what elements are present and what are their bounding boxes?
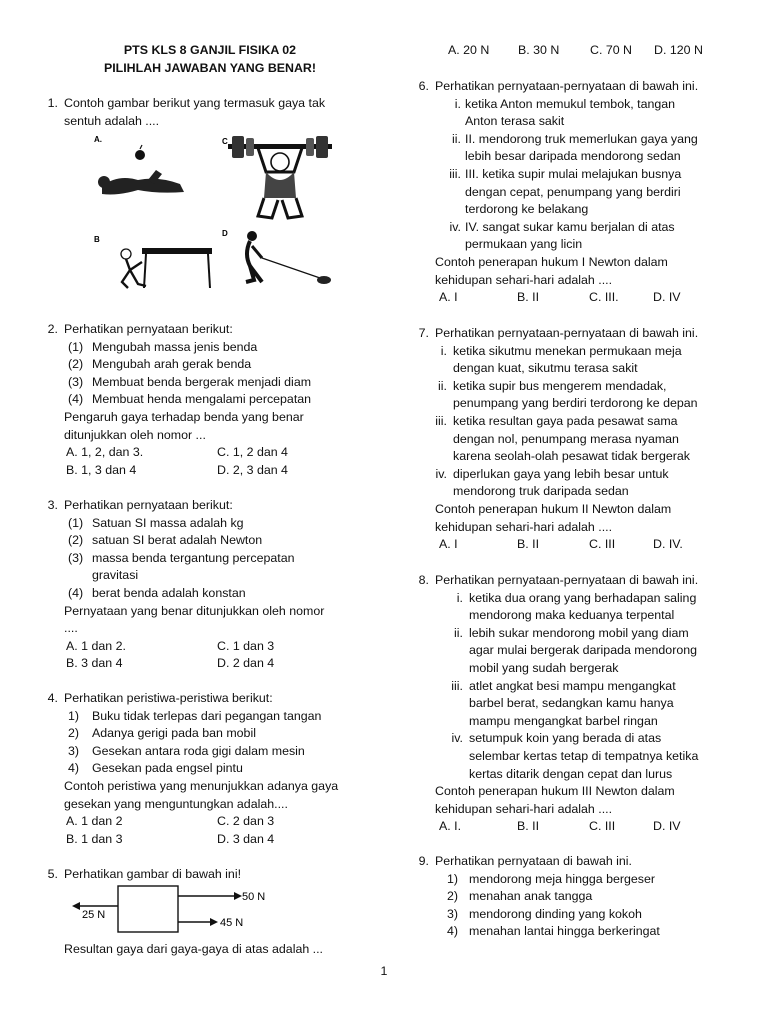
option-a[interactable]: A. I [439, 290, 458, 305]
answer-options [448, 42, 748, 60]
title-line-2: PILIHLAH JAWABAN YANG BENAR! [103, 60, 317, 75]
statement-item: 4) menahan lantai hingga berkeringat [447, 924, 660, 939]
question-number: 1. [47, 96, 58, 110]
question-number: 4. [47, 691, 58, 705]
option-b[interactable]: B. II [517, 290, 540, 305]
force-diagram [70, 884, 300, 936]
option-a[interactable]: A. I [439, 537, 458, 552]
statement-item-cont: agar mulai bergerak daripada mendorong [469, 643, 697, 658]
answer-options [64, 813, 364, 831]
figure-label-b: B [94, 235, 100, 244]
question-text: kehidupan sehari-hari adalah .... [435, 519, 613, 534]
arrowhead-left-icon [72, 902, 80, 910]
title-line-1: PTS KLS 8 GANJIL FISIKA 02 [123, 43, 297, 57]
statement-item-cont: mendorong truk daripada sedan [453, 484, 629, 499]
option-c[interactable]: C. III. [589, 290, 619, 305]
question-number: 5. [47, 867, 58, 881]
question-number: 9. [418, 854, 429, 868]
question-text: Perhatikan gambar di bawah ini! [64, 867, 242, 881]
forces-illustration [88, 130, 340, 292]
statement-item-cont: terdorong ke belakang [465, 202, 589, 217]
option-b[interactable]: B. 1, 3 dan 4 [66, 462, 137, 477]
statement-item: i. ketika Anton memukul tembok, tangan [454, 96, 676, 111]
question-text: Pengaruh gaya terhadap benda yang benar [64, 409, 304, 424]
statement-item-cont: karena seolah-olah pesawat tidak bergerak [453, 449, 690, 464]
statement-item: 1) Buku tidak terlepas dari pegangan tangan [68, 708, 322, 723]
statement-item-cont: lebih besar daripada mendorong sedan [465, 149, 681, 164]
question-text: Perhatikan pernyataan-pernyataan di bawah ini. [435, 573, 699, 587]
document-title [60, 42, 360, 77]
pushing-table-figure [121, 248, 212, 288]
option-c[interactable]: C. 1 dan 3 [217, 638, 275, 653]
figure-label-a: A. [94, 135, 102, 144]
question-number: 3. [47, 498, 58, 512]
statement-item-cont: dengan cepat, penumpang yang berdiri [465, 184, 681, 199]
statement-item: (3) Membuat benda bergerak menjadi diam [68, 374, 312, 389]
statement-item: iii. atlet angkat besi mampu mengangkat [451, 678, 676, 693]
option-d[interactable]: D. IV [653, 819, 681, 834]
statement-item: ii. lebih sukar mendorong mobil yang diam [454, 625, 689, 640]
answer-options [64, 462, 364, 480]
statement-item: iv. IV. sangat sukar kamu berjalan di atas [449, 219, 675, 234]
question-text: .... [64, 621, 78, 636]
question-text: sentuh adalah .... [64, 113, 160, 128]
question-number: 2. [47, 322, 58, 336]
statement-item-cont: kertas ditarik dengan cepat dan lurus [469, 766, 673, 781]
figure-label-c: C [222, 137, 228, 146]
option-d[interactable]: D. 3 dan 4 [217, 831, 275, 846]
arrowhead-right-icon [210, 918, 218, 926]
arrowhead-right-icon [234, 892, 242, 900]
statement-item-cont: dengan kuat, sikutmu terasa sakit [453, 361, 638, 376]
statement-item: iv. setumpuk koin yang berada di atas [451, 731, 662, 746]
option-c[interactable]: C. 1, 2 dan 4 [217, 445, 288, 460]
statement-item: 2) menahan anak tangga [447, 889, 593, 904]
question-text: gesekan yang menguntungkan adalah.... [64, 796, 288, 811]
statement-item-cont: barbel berat, sedangkan kamu hanya [469, 696, 674, 711]
statement-item: 3) mendorong dinding yang kokoh [447, 906, 642, 921]
statement-item: 4) Gesekan pada engsel pintu [68, 761, 243, 776]
box [118, 886, 178, 932]
option-b[interactable]: B. II [517, 819, 540, 834]
option-d[interactable]: D. IV. [653, 537, 683, 552]
answer-options [435, 818, 755, 836]
question-number: 7. [418, 326, 429, 340]
answer-options [64, 655, 364, 673]
statement-item-cont: penumpang yang berdiri terdorong ke depan [453, 396, 698, 411]
statement-item: (1) Mengubah massa jenis benda [68, 339, 258, 354]
statement-item: 2) Adanya gerigi pada ban mobil [68, 726, 256, 741]
answer-options [64, 444, 364, 462]
question-5-ask [64, 941, 374, 959]
answer-options [64, 831, 364, 849]
statement-item: (4) Membuat henda mengalami percepatan [68, 392, 312, 407]
option-c[interactable]: C. III [589, 819, 616, 834]
answer-options [435, 536, 755, 554]
question-text: Perhatikan pernyataan di bawah ini. [435, 854, 633, 868]
option-a[interactable]: A. 1 dan 2. [66, 638, 126, 653]
question-number: 8. [418, 573, 429, 587]
option-d[interactable]: D. IV [653, 290, 681, 305]
option-a[interactable]: A. 1 dan 2 [66, 814, 123, 829]
statement-item: i. ketika dua orang yang berhadapan saling [456, 590, 697, 605]
question-text: Contoh gambar berikut yang termasuk gaya tak [64, 96, 326, 110]
question-text: Perhatikan pernyataan-pernyataan di bawah ini. [435, 79, 699, 93]
statement-item: (3) massa benda tergantung percepatan [68, 550, 295, 565]
statement-item: iii. III. ketika supir mulai melajukan busnya [449, 166, 682, 181]
option-d[interactable]: D. 2, 3 dan 4 [217, 462, 288, 477]
question-text: Perhatikan pernyataan-pernyataan di bawah ini. [435, 326, 699, 340]
statement-item: (4) berat benda adalah konstan [68, 585, 246, 600]
statement-item: (2) Mengubah arah gerak benda [68, 357, 252, 372]
statement-item-cont: dengan nol, penumpang merasa nyaman [453, 431, 679, 446]
page-number: 1 [380, 964, 388, 978]
force-label-bottom: 45 N [220, 917, 244, 929]
question-text: Pernyataan yang benar ditunjukkan oleh nomor [64, 603, 325, 618]
statement-item: gravitasi [92, 568, 139, 583]
question-text: Contoh penerapan hukum I Newton dalam [435, 254, 668, 269]
statement-item: 1) mendorong meja hingga bergeser [447, 871, 655, 886]
statement-item: (2) satuan SI berat adalah Newton [68, 533, 263, 548]
statement-item: i. ketika sikutmu menekan permukaan meja [440, 343, 682, 358]
statement-item-cont: Anton terasa sakit [465, 114, 565, 129]
statement-item-cont: selembar kertas tetap di tempatnya ketika [469, 748, 699, 763]
option-b[interactable]: B. 1 dan 3 [66, 831, 123, 846]
statement-item: iv. diperlukan gaya yang lebih besar untuk [435, 466, 669, 481]
statement-item-cont: mendorong maka keduanya terpental [469, 608, 675, 623]
option-d[interactable]: D. 120 N [654, 43, 703, 57]
question-text: Resultan gaya dari gaya-gaya di atas adalah ... [64, 942, 323, 956]
option-c[interactable]: C. 70 N [590, 43, 633, 57]
force-label-left: 25 N [82, 909, 106, 921]
question-text: Contoh peristiwa yang menunjukkan adanya gaya [64, 778, 339, 793]
statement-item-cont: mobil yang sudah bergerak [469, 660, 619, 675]
option-a[interactable]: A. 1, 2, dan 3. [66, 445, 144, 460]
option-c[interactable]: C. III [589, 537, 616, 552]
question-text: Perhatikan pernyataan berikut: [64, 498, 233, 512]
question-number: 6. [418, 79, 429, 93]
statement-item: iii. ketika resultan gaya pada pesawat sama [435, 413, 678, 428]
figure-label-d: D [222, 229, 228, 238]
option-b[interactable]: B. 3 dan 4 [66, 656, 123, 671]
question-text: kehidupan sehari-hari adalah .... [435, 272, 613, 287]
question-text: kehidupan sehari-hari adalah .... [435, 801, 613, 816]
option-a[interactable]: A. 20 N [448, 43, 490, 57]
answer-options [64, 638, 364, 656]
question-text: Perhatikan pernyataan berikut: [64, 322, 233, 336]
question-text: Contoh penerapan hukum III Newton dalam [435, 784, 675, 799]
pulling-rope-figure [246, 231, 331, 284]
answer-options [435, 289, 755, 307]
question-text: Perhatikan peristiwa-peristiwa berikut: [64, 691, 273, 705]
option-b[interactable]: B. 30 N [518, 43, 560, 57]
statement-item: 3) Gesekan antara roda gigi dalam mesin [68, 743, 305, 758]
statement-item: ii. II. mendorong truk memerlukan gaya yang [452, 131, 698, 146]
question-text: ditunjukkan oleh nomor ... [64, 427, 206, 442]
option-d[interactable]: D. 2 dan 4 [217, 656, 275, 671]
weightlifter-figure [228, 136, 332, 218]
statement-item-cont: permukaan yang licin [465, 237, 583, 252]
option-b[interactable]: B. II [517, 537, 540, 552]
statement-item: (1) Satuan SI massa adalah kg [68, 515, 244, 530]
question-text: Contoh penerapan hukum II Newton dalam [435, 501, 672, 516]
force-label-top: 50 N [242, 891, 266, 903]
statement-item-cont: mampu mengangkat barbel ringan [469, 713, 658, 728]
option-a[interactable]: A. I. [439, 819, 462, 834]
option-c[interactable]: C. 2 dan 3 [217, 814, 275, 829]
falling-apple-figure [98, 145, 184, 195]
statement-item: ii. ketika supir bus mengerem mendadak, [438, 378, 667, 393]
